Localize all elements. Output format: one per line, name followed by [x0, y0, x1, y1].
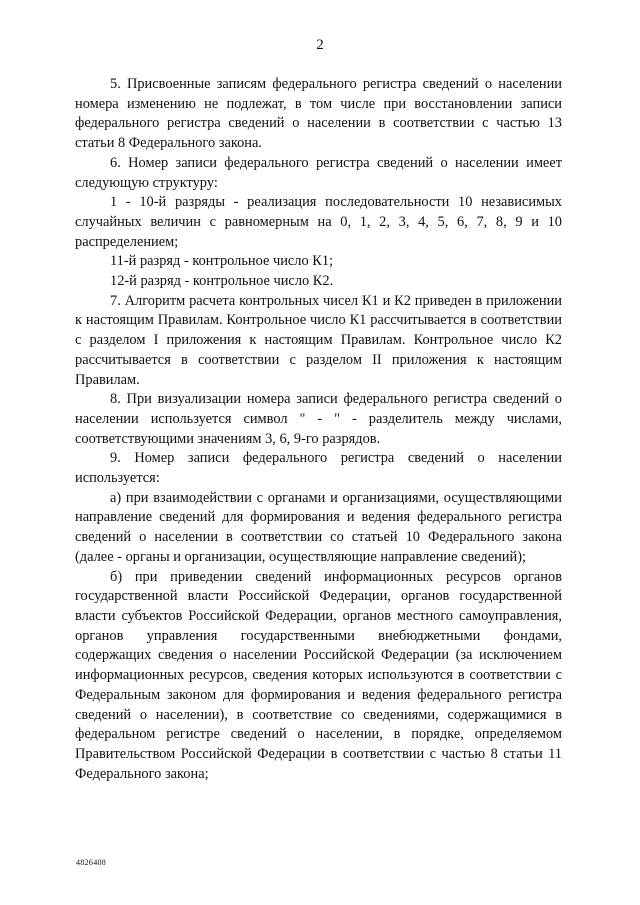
- paragraph-6-digit-12: 12-й разряд - контрольное число К2.: [110, 273, 334, 290]
- paragraph-6: 6. Номер записи федерального регистра сведений о населении имеет следующую структуру:: [75, 154, 562, 191]
- paragraph-9a: а) при взаимодействии с органами и организациями, осуществляющими направление сведений для формирования и ведения федерального регистра сведений о населении в соответствии со статьей 10 Федерального закона (далее - органы и организации, осуществляющие направление сведений);: [75, 489, 562, 565]
- paragraph-6-digits-1-10: 1 - 10-й разряды - реализация последовательности 10 независимых случайных величин с равномерным на 0, 1, 2, 3, 4, 5, 6, 7, 8, 9 и 10 распределением;: [75, 194, 562, 250]
- paragraph-9: 9. Номер записи федерального регистра сведений о населении используется:: [75, 450, 562, 487]
- paragraph-6-digit-11: 11-й разряд - контрольное число К1;: [110, 253, 334, 270]
- footer-code: 4826408: [76, 858, 107, 867]
- paragraph-9b: б) при приведении сведений информационных ресурсов органов государственной власти Российской Федерации, органов государственной власти субъектов Российской Федерации, органов местного самоуправления, органов управления государственными внебюджетными фондами, содержащих сведения о населении Российской Федерации (за исключением информационных ресурсов, сведения которых используются в соответствии с Федеральным законом для формирования и ведения федерального регистра сведений о населении), в соответствие со сведениями, содержащимися в федеральном регистре сведений о населении, в порядке, определяемом Правительством Российской Федерации в соответствии с частью 8 статьи 11 Федерального закона;: [75, 568, 562, 782]
- document-body: [75, 75, 562, 784]
- page-number: 2: [316, 37, 324, 53]
- paragraph-5: 5. Присвоенные записям федерального регистра сведений о населении номера изменению не подлежат, в том числе при восстановлении записи федерального регистра сведений о населении в соответствии с частью 13 статьи 8 Федерального закона.: [75, 76, 562, 152]
- paragraph-8: 8. При визуализации номера записи федерального регистра сведений о населении используется символ " - " - разделитель между числами, соответствующими значениям 3, 6, 9-го разрядов.: [75, 391, 562, 447]
- paragraph-7: 7. Алгоритм расчета контрольных чисел К1 и К2 приведен в приложении к настоящим Правилам. Контрольное число К1 рассчитывается в соответствии с разделом I приложения к настоящим Правилам. Контрольное число К2 рассчитывается в соответствии с разделом II приложения к настоящим Правилам.: [75, 292, 562, 388]
